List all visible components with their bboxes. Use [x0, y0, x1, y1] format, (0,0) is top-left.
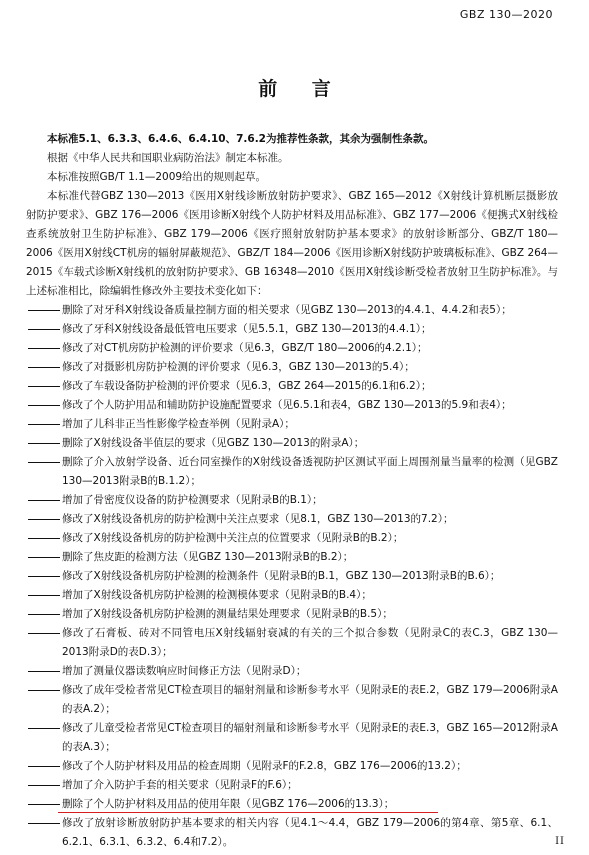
change-text: 修改了X射线设备机房防护检测的检测条件（见附录B的B.1，GBZ 130—2013附录B的B.6）； — [62, 570, 501, 582]
dash-marker — [26, 396, 62, 415]
change-item — [26, 339, 558, 358]
dash-marker — [26, 548, 62, 567]
change-text: 增加了X射线设备机房防护检测的测量结果处理要求（见附录B的B.5）； — [62, 608, 393, 620]
change-item — [26, 396, 558, 415]
dash-marker — [26, 605, 62, 624]
dash-marker — [26, 491, 62, 510]
change-item-highlighted — [26, 795, 558, 814]
change-item — [26, 719, 558, 757]
change-item — [26, 662, 558, 681]
change-item — [26, 529, 558, 548]
page-number: II — [555, 836, 565, 847]
changes-list — [26, 301, 558, 852]
change-item — [26, 605, 558, 624]
change-text: 修改了成年受检者常见CT检查项目的辐射剂量和诊断参考水平（见附录E的表E.2，GBZ 179—2006附录A的表A.2）； — [62, 684, 558, 715]
change-item — [26, 757, 558, 776]
dash-marker — [26, 586, 62, 605]
change-text: 增加了测量仪器读数响应时间修正方法（见附录D）； — [62, 665, 307, 677]
document-body — [26, 130, 558, 852]
change-text: 修改了X射线设备机房的防护检测中关注点的位置要求（见附录B的B.2）； — [62, 532, 404, 544]
change-text: 修改了牙科X射线设备最低管电压要求（见5.5.1，GBZ 130—2013的4.4.1）； — [62, 323, 432, 335]
dash-marker — [26, 320, 62, 339]
change-item — [26, 491, 558, 510]
doc-code: GBZ 130—2020 — [459, 8, 553, 21]
change-text: 修改了X射线设备机房的防护检测中关注点要求（见8.1，GBZ 130—2013的7.2）； — [62, 513, 454, 525]
change-item — [26, 548, 558, 567]
dash-marker — [26, 301, 62, 320]
change-item — [26, 510, 558, 529]
dash-marker — [26, 529, 62, 548]
change-item — [26, 776, 558, 795]
dash-marker — [26, 358, 62, 377]
change-item — [26, 567, 558, 586]
change-item — [26, 358, 558, 377]
change-item — [26, 624, 558, 662]
change-text: 修改了放射诊断放射防护基本要求的相关内容（见4.1～4.4，GBZ 179—2006的第4章、第5章、6.1、6.2.1、6.3.1、6.3.2、6.4和7.2）。 — [62, 817, 558, 848]
change-text: 修改了车载设备防护检测的评价要求（见6.3，GBZ 264—2015的6.1和6.2）； — [62, 380, 432, 392]
paragraph-drafting-rules: 本标准按照GB/T 1.1—2009给出的规则起草。 — [47, 171, 267, 183]
change-text-content: 删除了个人防护材料及用品的使用年限（见GBZ 176—2006的13.3）； — [62, 798, 395, 810]
dash-marker — [26, 434, 62, 453]
change-text: 增加了X射线设备机房防护检测的检测模体要求（见附录B的B.4）； — [62, 589, 372, 601]
change-text: 删除了对牙科X射线设备质量控制方面的相关要求（见GBZ 130—2013的4.4.1、4.4.2和表5）； — [62, 304, 512, 316]
dash-marker — [26, 415, 62, 434]
page-title: 前 言 — [258, 78, 345, 100]
dash-marker — [26, 624, 62, 643]
dash-marker — [26, 567, 62, 586]
change-item — [26, 320, 558, 339]
dash-marker — [26, 453, 62, 472]
change-text: 增加了儿科非正当性影像学检查举例（见附录A）； — [62, 418, 295, 430]
change-text: 增加了骨密度仪设备的防护检测要求（见附录B的B.1）； — [62, 494, 323, 506]
paragraph-legal-basis: 根据《中华人民共和国职业病防治法》制定本标准。 — [47, 152, 289, 164]
change-text: 修改了对CT机房防护检测的评价要求（见6.3，GBZ/T 180—2006的4.2.1）； — [62, 342, 428, 354]
dash-marker — [26, 681, 62, 700]
change-item — [26, 415, 558, 434]
change-text: 删除了X射线设备半值层的要求（见GBZ 130—2013的附录A）； — [62, 437, 365, 449]
change-text: 修改了对摄影机房防护检测的评价要求（见6.3，GBZ 130—2013的5.4）； — [62, 361, 415, 373]
dash-marker — [26, 719, 62, 738]
change-text: 删除了介入放射学设备、近台同室操作的X射线设备透视防护区测试平面上周围剂量当量率的检测（见GBZ 130—2013附录B的B.1.2）； — [62, 456, 558, 487]
dash-marker — [26, 510, 62, 529]
dash-marker — [26, 377, 62, 396]
change-item — [26, 434, 558, 453]
dash-marker — [26, 776, 62, 795]
change-item — [26, 681, 558, 719]
paragraph-recommended-clauses: 本标准5.1、6.3.3、6.4.6、6.4.10、7.6.2为推荐性条款，其余为强制性条款。 — [47, 133, 434, 145]
change-text: 修改了儿童受检者常见CT检查项目的辐射剂量和诊断参考水平（见附录E的表E.3，GBZ 165—2012附录A的表A.3）； — [62, 722, 558, 753]
change-text: 修改了个人防护用品和辅助防护设施配置要求（见6.5.1和表4，GBZ 130—2013的5.9和表4）； — [62, 399, 512, 411]
change-text — [62, 795, 558, 814]
dash-marker — [26, 339, 62, 358]
change-item — [26, 586, 558, 605]
paragraph-replaced-standards: 本标准代替GBZ 130—2013《医用X射线诊断放射防护要求》、GBZ 165—2012《X射线计算机断层摄影放射防护要求》、GBZ 176—2006《医用诊断X射线个人防护材料及用品标准》、GBZ 177—2006《便携式X射线检查系统放射卫生防护标准》、GBZ 179—2006《医疗照射放射防护基本要求》的放射诊断部分、GBZ/T 180—2006《医用X射线CT机房的辐射屏蔽规范》、GBZ/T 184—2006《医用诊断X射线防护玻璃板标准》、GBZ 264—2015《车载式诊断X射线机的放射防护要求》、GB 16348—2010《医用X射线诊断受检者放射卫生防护标准》。与上述标准相比，除编辑性修改外主要技术变化如下： — [26, 190, 558, 297]
change-item — [26, 453, 558, 491]
change-item — [26, 377, 558, 396]
change-text: 删除了焦皮距的检测方法（见GBZ 130—2013附录B的B.2）； — [62, 551, 354, 563]
dash-marker — [26, 814, 62, 833]
dash-marker — [26, 795, 62, 814]
change-text: 增加了介入防护手套的相关要求（见附录F的F.6）； — [62, 779, 298, 791]
change-text: 修改了个人防护材料及用品的检查周期（见附录F的F.2.8，GBZ 176—2006的13.2）； — [62, 760, 467, 772]
change-item — [26, 814, 558, 852]
change-item — [26, 301, 558, 320]
dash-marker — [26, 757, 62, 776]
dash-marker — [26, 662, 62, 681]
change-text: 修改了石膏板、砖对不同管电压X射线辐射衰减的有关的三个拟合参数（见附录C的表C.3，GBZ 130—2013附录D的表D.3）； — [62, 627, 558, 658]
red-underline-annotation — [58, 812, 438, 813]
